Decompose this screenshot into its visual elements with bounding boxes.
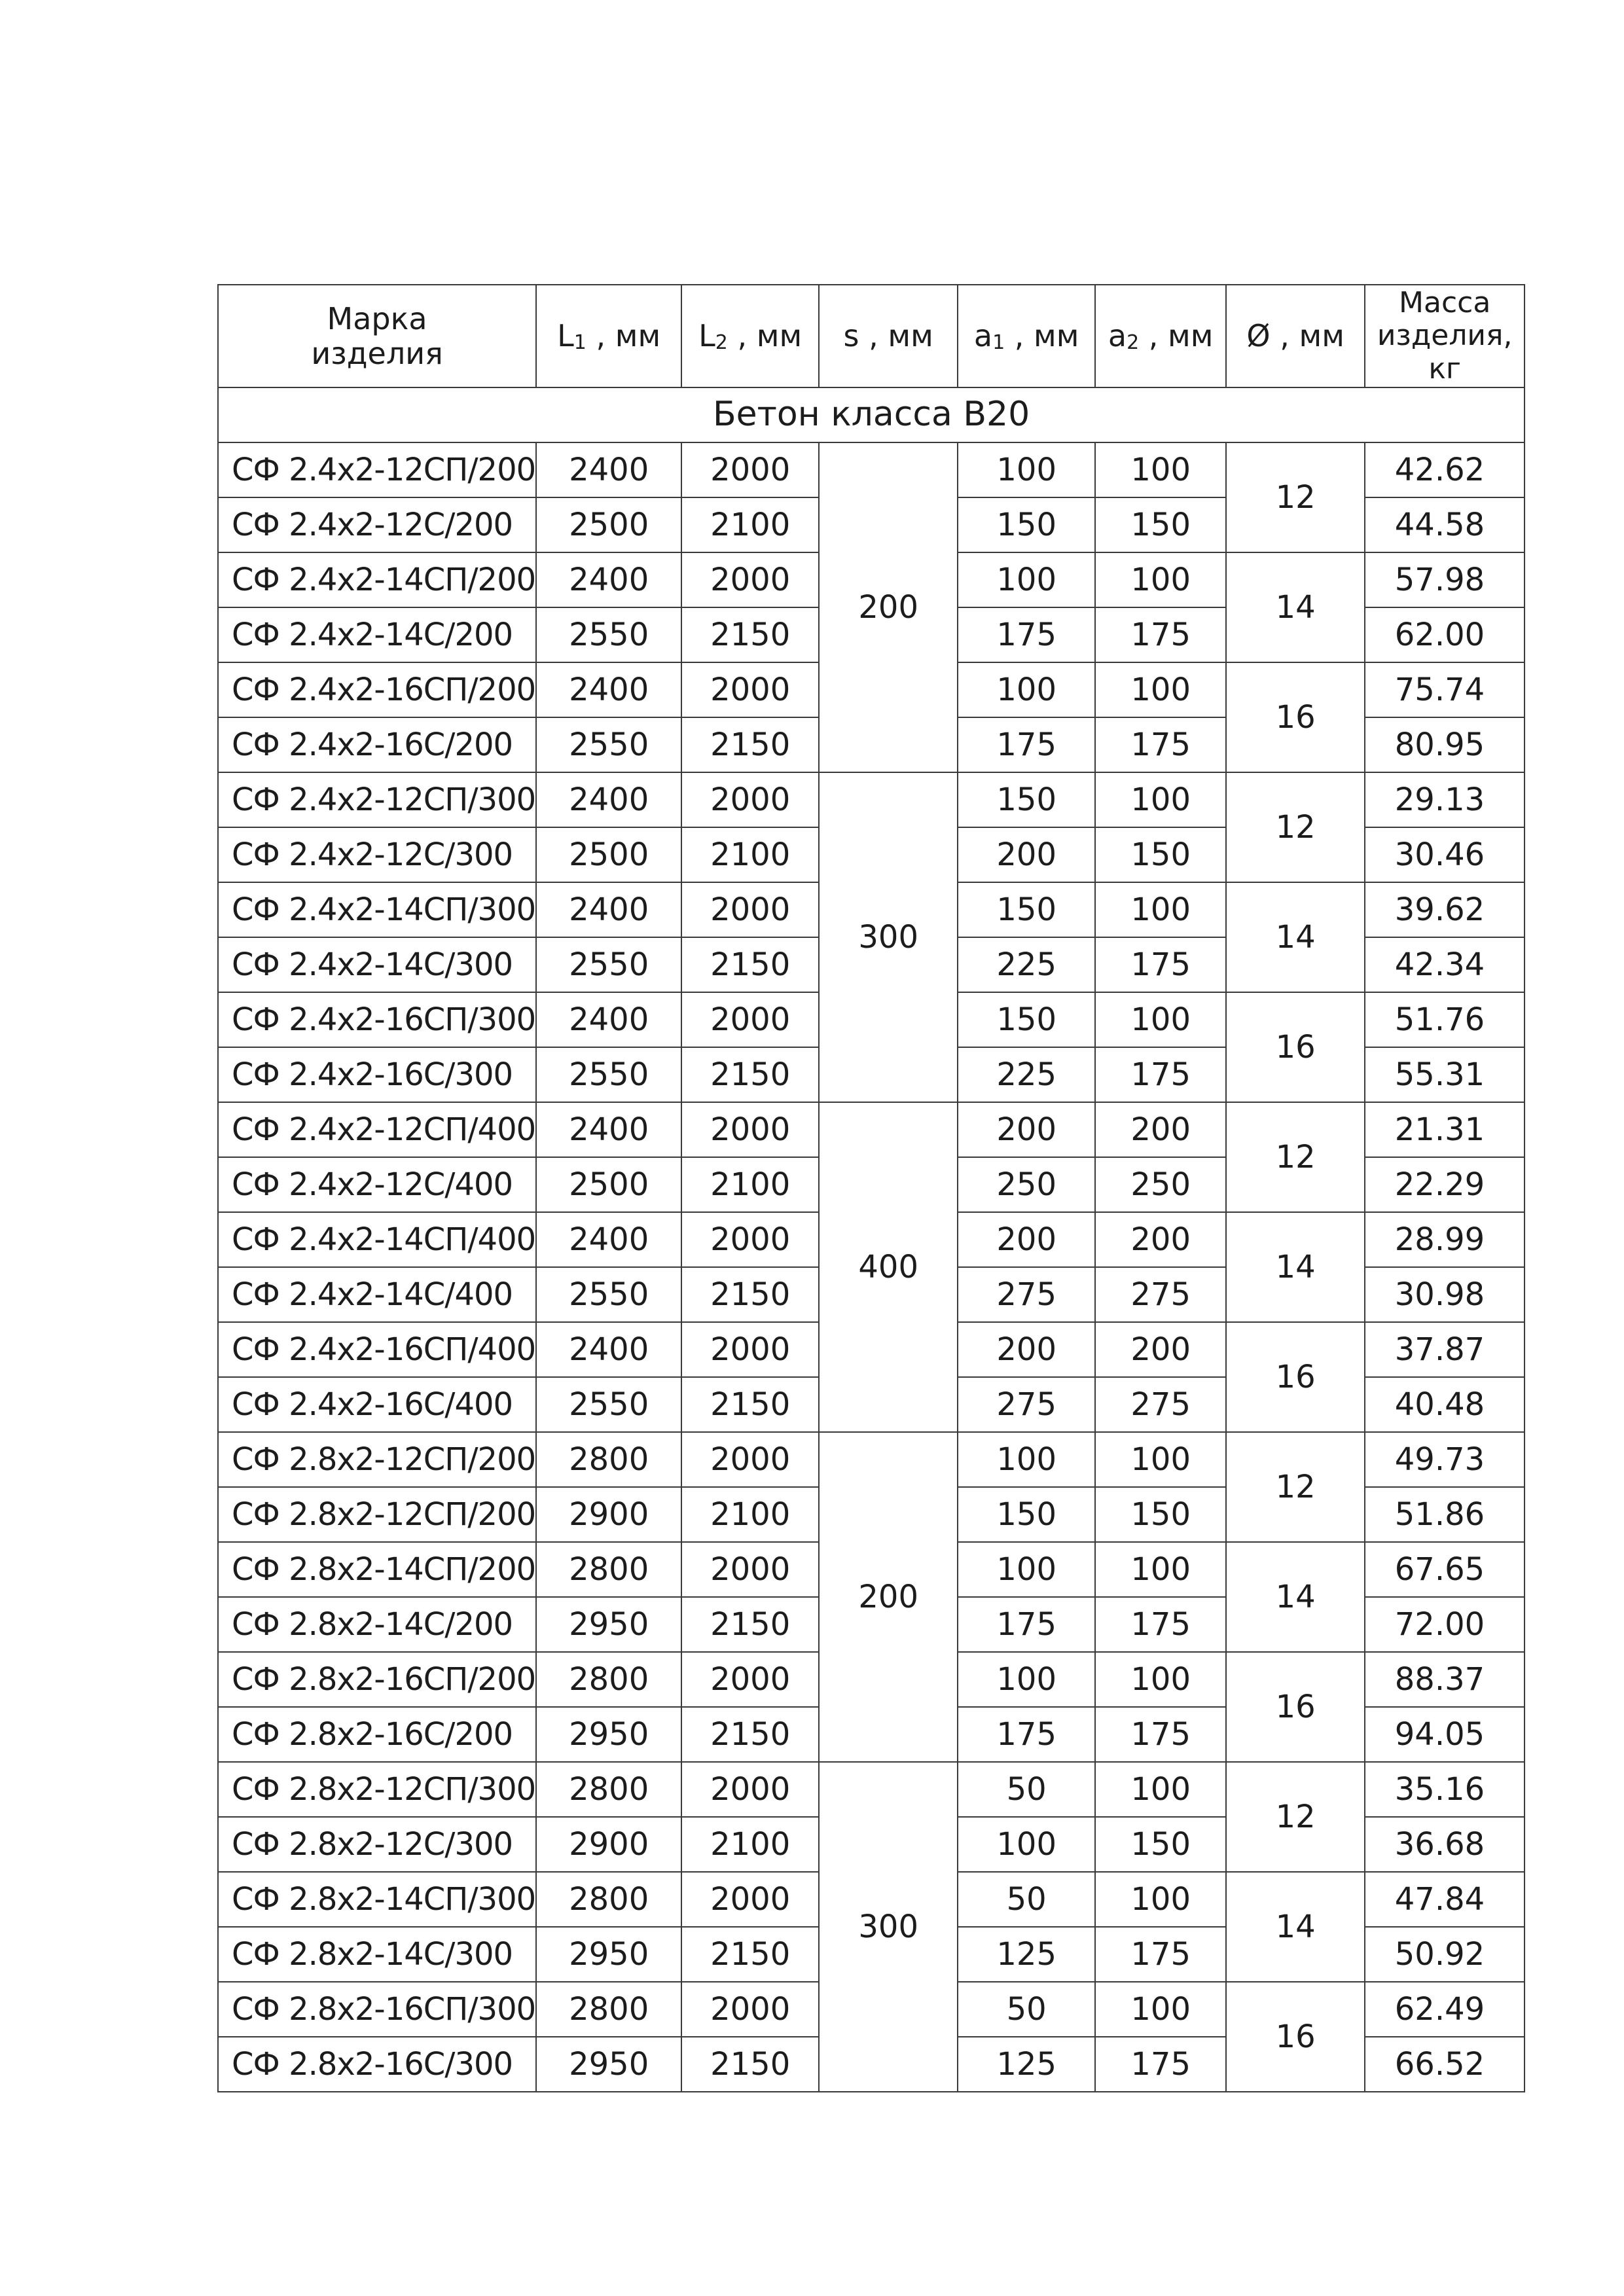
section-title: Бетон класса B20 xyxy=(218,387,1525,442)
l2-cell: 2100 xyxy=(681,1487,819,1542)
a2-cell: 200 xyxy=(1095,1212,1226,1267)
a1-cell: 50 xyxy=(958,1982,1095,2037)
a2-cell: 175 xyxy=(1095,1927,1226,1982)
l1-cell: 2550 xyxy=(536,607,681,662)
l1-cell: 2550 xyxy=(536,1267,681,1322)
a1-cell: 100 xyxy=(958,1542,1095,1597)
mass-cell: 29.13 xyxy=(1365,772,1525,827)
mark-cell: СФ 2.4х2-12С/200 xyxy=(218,497,536,552)
a1-cell: 200 xyxy=(958,827,1095,882)
l2-cell: 2000 xyxy=(681,442,819,497)
col-a2-header xyxy=(1095,285,1226,387)
a1-cell: 250 xyxy=(958,1157,1095,1212)
l2-cell: 2100 xyxy=(681,1817,819,1872)
mass-cell: 47.84 xyxy=(1365,1872,1525,1927)
a1-cell: 175 xyxy=(958,1597,1095,1652)
mark-cell: СФ 2.8х2-14СП/300 xyxy=(218,1872,536,1927)
mass-cell: 35.16 xyxy=(1365,1762,1525,1817)
l1-cell: 2950 xyxy=(536,1597,681,1652)
mass-cell: 67.65 xyxy=(1365,1542,1525,1597)
a1-cell: 100 xyxy=(958,552,1095,607)
mass-cell: 28.99 xyxy=(1365,1212,1525,1267)
l1-cell: 2400 xyxy=(536,442,681,497)
a2-cell: 150 xyxy=(1095,827,1226,882)
mark-cell: СФ 2.4х2-16С/200 xyxy=(218,717,536,772)
l1-cell: 2900 xyxy=(536,1487,681,1542)
mark-cell: СФ 2.4х2-16С/400 xyxy=(218,1377,536,1432)
col-a1-symbol: a xyxy=(973,317,993,353)
col-l2-symbol: L xyxy=(698,317,715,353)
col-a2-unit: , мм xyxy=(1148,317,1214,353)
l2-cell: 2000 xyxy=(681,1762,819,1817)
col-mass-header-line1: Масса xyxy=(1399,285,1491,319)
l2-cell: 2000 xyxy=(681,1652,819,1707)
a1-cell: 125 xyxy=(958,1927,1095,1982)
l1-cell: 2400 xyxy=(536,662,681,717)
mark-cell: СФ 2.8х2-12СП/300 xyxy=(218,1762,536,1817)
mass-cell: 22.29 xyxy=(1365,1157,1525,1212)
table-row xyxy=(218,1102,1525,1157)
l1-cell: 2550 xyxy=(536,1377,681,1432)
mark-cell: СФ 2.4х2-12С/400 xyxy=(218,1157,536,1212)
a2-cell: 175 xyxy=(1095,937,1226,992)
a1-cell: 125 xyxy=(958,2037,1095,2092)
mark-cell: СФ 2.8х2-14С/300 xyxy=(218,1927,536,1982)
l2-cell: 2150 xyxy=(681,1267,819,1322)
l1-cell: 2800 xyxy=(536,1542,681,1597)
l2-cell: 2150 xyxy=(681,2037,819,2092)
a2-cell: 200 xyxy=(1095,1102,1226,1157)
diameter-cell: 16 xyxy=(1226,1982,1365,2092)
a2-cell: 200 xyxy=(1095,1322,1226,1377)
a2-cell: 100 xyxy=(1095,1542,1226,1597)
mass-cell: 30.98 xyxy=(1365,1267,1525,1322)
product-spec-table xyxy=(217,284,1525,2092)
a2-cell: 100 xyxy=(1095,1762,1226,1817)
diameter-cell: 14 xyxy=(1226,882,1365,992)
mass-cell: 51.76 xyxy=(1365,992,1525,1047)
mass-cell: 55.31 xyxy=(1365,1047,1525,1102)
mass-cell: 39.62 xyxy=(1365,882,1525,937)
a2-cell: 150 xyxy=(1095,1817,1226,1872)
mark-cell: СФ 2.8х2-14СП/200 xyxy=(218,1542,536,1597)
col-mark-header xyxy=(218,285,536,387)
l1-cell: 2550 xyxy=(536,717,681,772)
a2-cell: 100 xyxy=(1095,992,1226,1047)
a2-cell: 100 xyxy=(1095,1872,1226,1927)
a1-cell: 50 xyxy=(958,1762,1095,1817)
col-s-header: s , мм xyxy=(819,285,958,387)
diameter-cell: 16 xyxy=(1226,992,1365,1102)
s-cell: 400 xyxy=(819,1102,958,1432)
l2-cell: 2000 xyxy=(681,1212,819,1267)
l2-cell: 2000 xyxy=(681,882,819,937)
mark-cell: СФ 2.4х2-12СП/400 xyxy=(218,1102,536,1157)
a2-cell: 100 xyxy=(1095,772,1226,827)
l2-cell: 2000 xyxy=(681,1102,819,1157)
mass-cell: 80.95 xyxy=(1365,717,1525,772)
l1-cell: 2800 xyxy=(536,1762,681,1817)
diameter-cell: 14 xyxy=(1226,552,1365,662)
l2-cell: 2150 xyxy=(681,937,819,992)
l1-cell: 2500 xyxy=(536,497,681,552)
a2-cell: 175 xyxy=(1095,1047,1226,1102)
l1-cell: 2400 xyxy=(536,882,681,937)
a2-cell: 100 xyxy=(1095,662,1226,717)
table-row xyxy=(218,1762,1525,1817)
mark-cell: СФ 2.8х2-16СП/200 xyxy=(218,1652,536,1707)
s-cell: 200 xyxy=(819,442,958,772)
mark-cell: СФ 2.4х2-16С/300 xyxy=(218,1047,536,1102)
a1-cell: 100 xyxy=(958,1652,1095,1707)
mass-cell: 88.37 xyxy=(1365,1652,1525,1707)
mark-cell: СФ 2.4х2-14С/400 xyxy=(218,1267,536,1322)
col-a1-header xyxy=(958,285,1095,387)
l2-cell: 2150 xyxy=(681,717,819,772)
a1-cell: 200 xyxy=(958,1322,1095,1377)
mass-cell: 75.74 xyxy=(1365,662,1525,717)
mark-cell: СФ 2.4х2-16СП/200 xyxy=(218,662,536,717)
a2-cell: 100 xyxy=(1095,1432,1226,1487)
a1-cell: 100 xyxy=(958,662,1095,717)
a1-cell: 150 xyxy=(958,992,1095,1047)
l1-cell: 2400 xyxy=(536,552,681,607)
mark-cell: СФ 2.4х2-12С/300 xyxy=(218,827,536,882)
mass-cell: 66.52 xyxy=(1365,2037,1525,2092)
a1-cell: 50 xyxy=(958,1872,1095,1927)
l2-cell: 2000 xyxy=(681,772,819,827)
col-a1-subscript: 1 xyxy=(992,331,1005,354)
a1-cell: 100 xyxy=(958,1817,1095,1872)
mark-cell: СФ 2.8х2-16С/300 xyxy=(218,2037,536,2092)
diameter-cell: 12 xyxy=(1226,772,1365,882)
a2-cell: 100 xyxy=(1095,1982,1226,2037)
mark-cell: СФ 2.8х2-16СП/300 xyxy=(218,1982,536,2037)
l1-cell: 2400 xyxy=(536,1102,681,1157)
mark-cell: СФ 2.8х2-12СП/200 xyxy=(218,1487,536,1542)
a2-cell: 275 xyxy=(1095,1267,1226,1322)
a1-cell: 100 xyxy=(958,442,1095,497)
l1-cell: 2900 xyxy=(536,1817,681,1872)
mark-cell: СФ 2.4х2-16СП/300 xyxy=(218,992,536,1047)
l1-cell: 2500 xyxy=(536,1157,681,1212)
a1-cell: 200 xyxy=(958,1212,1095,1267)
l2-cell: 2000 xyxy=(681,992,819,1047)
mark-cell: СФ 2.4х2-14СП/300 xyxy=(218,882,536,937)
col-mass-header-line2: изделия, кг xyxy=(1377,319,1513,386)
diameter-cell: 14 xyxy=(1226,1542,1365,1652)
mass-cell: 50.92 xyxy=(1365,1927,1525,1982)
mass-cell: 21.31 xyxy=(1365,1102,1525,1157)
diameter-cell: 12 xyxy=(1226,1102,1365,1212)
l2-cell: 2100 xyxy=(681,1157,819,1212)
l1-cell: 2400 xyxy=(536,992,681,1047)
col-l2-subscript: 2 xyxy=(715,331,728,354)
a2-cell: 175 xyxy=(1095,2037,1226,2092)
l2-cell: 2000 xyxy=(681,1432,819,1487)
l2-cell: 2150 xyxy=(681,1707,819,1762)
mass-cell: 42.62 xyxy=(1365,442,1525,497)
a1-cell: 175 xyxy=(958,1707,1095,1762)
l1-cell: 2800 xyxy=(536,1982,681,2037)
table-row xyxy=(218,772,1525,827)
l2-cell: 2150 xyxy=(681,1377,819,1432)
a1-cell: 275 xyxy=(958,1377,1095,1432)
a1-cell: 150 xyxy=(958,882,1095,937)
a1-cell: 225 xyxy=(958,937,1095,992)
a2-cell: 100 xyxy=(1095,1652,1226,1707)
l2-cell: 2000 xyxy=(681,1542,819,1597)
a1-cell: 225 xyxy=(958,1047,1095,1102)
a2-cell: 100 xyxy=(1095,552,1226,607)
mark-cell: СФ 2.8х2-12СП/200 xyxy=(218,1432,536,1487)
l2-cell: 2150 xyxy=(681,607,819,662)
a2-cell: 150 xyxy=(1095,497,1226,552)
col-l2-header xyxy=(681,285,819,387)
l1-cell: 2550 xyxy=(536,937,681,992)
l2-cell: 2000 xyxy=(681,1982,819,2037)
mark-cell: СФ 2.4х2-14С/200 xyxy=(218,607,536,662)
col-l1-symbol: L xyxy=(557,317,574,353)
l1-cell: 2550 xyxy=(536,1047,681,1102)
mark-cell: СФ 2.4х2-12СП/300 xyxy=(218,772,536,827)
l1-cell: 2400 xyxy=(536,772,681,827)
mark-cell: СФ 2.8х2-14С/200 xyxy=(218,1597,536,1652)
l2-cell: 2000 xyxy=(681,1872,819,1927)
col-mark-header-line1: Марка xyxy=(327,300,427,336)
mass-cell: 72.00 xyxy=(1365,1597,1525,1652)
diameter-cell: 16 xyxy=(1226,662,1365,772)
mark-cell: СФ 2.4х2-14СП/200 xyxy=(218,552,536,607)
table-row xyxy=(218,1432,1525,1487)
mass-cell: 62.00 xyxy=(1365,607,1525,662)
col-a2-symbol: a xyxy=(1108,317,1127,353)
a1-cell: 150 xyxy=(958,772,1095,827)
a2-cell: 275 xyxy=(1095,1377,1226,1432)
l1-cell: 2800 xyxy=(536,1872,681,1927)
a2-cell: 250 xyxy=(1095,1157,1226,1212)
col-l1-unit: , мм xyxy=(596,317,661,353)
a1-cell: 175 xyxy=(958,717,1095,772)
mass-cell: 42.34 xyxy=(1365,937,1525,992)
a1-cell: 150 xyxy=(958,497,1095,552)
s-cell: 300 xyxy=(819,772,958,1102)
mark-cell: СФ 2.8х2-12С/300 xyxy=(218,1817,536,1872)
mark-cell: СФ 2.4х2-12СП/200 xyxy=(218,442,536,497)
a2-cell: 150 xyxy=(1095,1487,1226,1542)
mass-cell: 44.58 xyxy=(1365,497,1525,552)
mark-cell: СФ 2.4х2-14С/300 xyxy=(218,937,536,992)
l2-cell: 2150 xyxy=(681,1047,819,1102)
table-body xyxy=(218,387,1525,2092)
mass-cell: 62.49 xyxy=(1365,1982,1525,2037)
mass-cell: 37.87 xyxy=(1365,1322,1525,1377)
l1-cell: 2950 xyxy=(536,1707,681,1762)
l2-cell: 2100 xyxy=(681,497,819,552)
table-row xyxy=(218,442,1525,497)
a2-cell: 175 xyxy=(1095,1597,1226,1652)
l1-cell: 2800 xyxy=(536,1432,681,1487)
a1-cell: 200 xyxy=(958,1102,1095,1157)
diameter-cell: 12 xyxy=(1226,442,1365,552)
section-row xyxy=(218,387,1525,442)
a1-cell: 150 xyxy=(958,1487,1095,1542)
l2-cell: 2100 xyxy=(681,827,819,882)
l2-cell: 2150 xyxy=(681,1927,819,1982)
col-diameter-header: Ø , мм xyxy=(1226,285,1365,387)
l2-cell: 2150 xyxy=(681,1597,819,1652)
col-a2-subscript: 2 xyxy=(1127,331,1140,354)
mass-cell: 94.05 xyxy=(1365,1707,1525,1762)
l2-cell: 2000 xyxy=(681,662,819,717)
mark-cell: СФ 2.4х2-16СП/400 xyxy=(218,1322,536,1377)
col-mass-header xyxy=(1365,285,1525,387)
l2-cell: 2000 xyxy=(681,552,819,607)
a1-cell: 175 xyxy=(958,607,1095,662)
diameter-cell: 12 xyxy=(1226,1762,1365,1872)
mass-cell: 51.86 xyxy=(1365,1487,1525,1542)
l2-cell: 2000 xyxy=(681,1322,819,1377)
a2-cell: 175 xyxy=(1095,607,1226,662)
diameter-cell: 16 xyxy=(1226,1652,1365,1762)
l1-cell: 2950 xyxy=(536,1927,681,1982)
a1-cell: 100 xyxy=(958,1432,1095,1487)
l1-cell: 2400 xyxy=(536,1322,681,1377)
table-header xyxy=(218,285,1525,387)
col-l2-unit: , мм xyxy=(737,317,803,353)
a2-cell: 100 xyxy=(1095,442,1226,497)
mass-cell: 49.73 xyxy=(1365,1432,1525,1487)
l1-cell: 2400 xyxy=(536,1212,681,1267)
diameter-cell: 14 xyxy=(1226,1212,1365,1322)
mass-cell: 40.48 xyxy=(1365,1377,1525,1432)
diameter-cell: 14 xyxy=(1226,1872,1365,1982)
diameter-cell: 12 xyxy=(1226,1432,1365,1542)
mark-cell: СФ 2.8х2-16С/200 xyxy=(218,1707,536,1762)
mark-cell: СФ 2.4х2-14СП/400 xyxy=(218,1212,536,1267)
mass-cell: 36.68 xyxy=(1365,1817,1525,1872)
col-l1-subscript: 1 xyxy=(573,331,586,354)
mass-cell: 30.46 xyxy=(1365,827,1525,882)
mass-cell: 57.98 xyxy=(1365,552,1525,607)
a1-cell: 275 xyxy=(958,1267,1095,1322)
s-cell: 200 xyxy=(819,1432,958,1762)
a2-cell: 100 xyxy=(1095,882,1226,937)
a2-cell: 175 xyxy=(1095,1707,1226,1762)
l1-cell: 2950 xyxy=(536,2037,681,2092)
col-a1-unit: , мм xyxy=(1014,317,1079,353)
s-cell: 300 xyxy=(819,1762,958,2092)
a2-cell: 175 xyxy=(1095,717,1226,772)
l1-cell: 2500 xyxy=(536,827,681,882)
col-mark-header-line2: изделия xyxy=(311,335,443,371)
diameter-cell: 16 xyxy=(1226,1322,1365,1432)
l1-cell: 2800 xyxy=(536,1652,681,1707)
col-l1-header xyxy=(536,285,681,387)
